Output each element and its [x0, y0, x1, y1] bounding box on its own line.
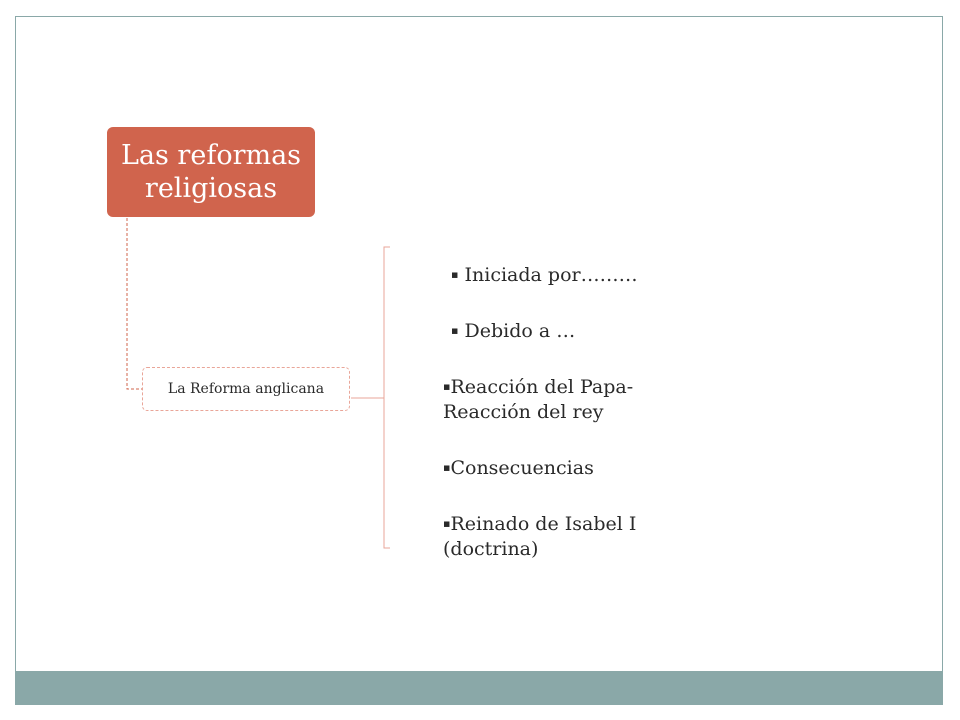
bullet-icon: ▪: [443, 517, 451, 530]
root-node-line1: Las reformas: [120, 140, 302, 171]
detail-text: Consecuencias: [450, 457, 594, 479]
bullet-icon: ▪: [451, 268, 459, 281]
list-item: [443, 318, 703, 344]
detail-text: Reinado de Isabel I (doctrina): [443, 513, 637, 560]
root-node-line2: religiosas: [144, 173, 278, 204]
list-item: [443, 511, 675, 562]
detail-text: Reacción del Papa-Reacción del rey: [443, 376, 634, 423]
detail-text: Iniciada por………: [464, 264, 638, 286]
footer-bar: [16, 671, 942, 704]
child-node-label: La Reforma anglicana: [167, 381, 325, 397]
list-item: [443, 455, 703, 481]
bullet-icon: ▪: [443, 461, 451, 474]
detail-list: [443, 262, 703, 592]
bullet-icon: ▪: [443, 380, 451, 393]
list-item: [443, 374, 675, 425]
detail-text: Debido a …: [464, 320, 576, 342]
list-item: [443, 262, 703, 288]
bullet-icon: ▪: [451, 324, 459, 337]
